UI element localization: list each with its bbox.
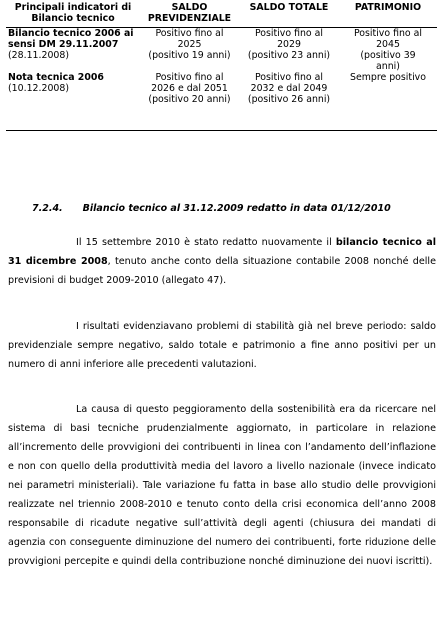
cell-saldo-previdenziale: Positivo fino al 2026 e dal 2051 (positivo 20 anni) — [148, 72, 231, 105]
p1-text-a: Il 15 settembre 2010 è stato redatto nuovamente il — [76, 237, 336, 248]
section-heading — [32, 203, 391, 214]
header-saldo-previdenziale: SALDO PREVIDENZIALE — [140, 2, 239, 28]
p1-bold: bilancio tecnico al 31 dicembre 2008 — [8, 237, 436, 267]
p3-text: La causa di questo peggioramento della sostenibilità era da ricercare nel sistema di basi tecniche prudenzialmente aggiornato, in particolare in relazione all’incremento delle provvigioni dei contribuenti in linea con l’andamento dell’inflazione e non con quello della produttività media del lavoro a livello nazionale (invece indicato nei parametri ministeriali). Tale variazione fu fatta in base allo studio delle provvigioni realizzate nel triennio 2008-2010 e tenuto conto della crisi economica dell’anno 2008 responsabile di ricadute negative sull’attività degli agenti (chiusura dei mandati di agenzia con conseguente diminuzione del numero dei contribuenti, forte riduzione delle provvigioni percepite e quindi della contribuzione nonché diminuzione dei nuovi iscritti). — [8, 404, 436, 567]
table-bottom-rule — [6, 130, 437, 131]
section-number: 7.2.4. — [32, 203, 63, 214]
cell-patrimonio: Positivo fino al 2045 (positivo 39 anni) — [353, 28, 422, 72]
table-row — [6, 72, 437, 105]
row-date: (10.12.2008) — [8, 83, 69, 94]
cell-saldo-previdenziale: Positivo fino al 2025 (positivo 19 anni) — [148, 28, 231, 61]
cell-saldo-totale: Positivo fino al 2032 e dal 2049 (positivo 26 anni) — [247, 72, 331, 105]
p2-text: I risultati evidenziavano problemi di stabilità già nel breve periodo: saldo previdenziale sempre negativo, saldo totale e patrimonio a fine anno positivi per un numero di anni inferiore alle precedenti valutazioni. — [8, 321, 436, 370]
table-row — [6, 28, 437, 73]
cell-patrimonio: Sempre positivo — [350, 72, 426, 83]
header-patrimonio: PATRIMONIO — [339, 2, 437, 28]
paragraph-3 — [8, 400, 436, 571]
row-date: (28.11.2008) — [8, 50, 69, 61]
row-title: Bilancio tecnico 2006 ai sensi DM 29.11.2007 — [8, 28, 134, 50]
row-label — [6, 28, 140, 73]
indicators-table — [6, 2, 437, 105]
p1-text-b: , tenuto anche conto della situazione contabile 2008 nonché delle previsioni di budget 2009-2010 (allegato 47). — [8, 256, 436, 286]
row-title: Nota tecnica 2006 — [8, 72, 104, 83]
table-header-row — [6, 2, 437, 28]
paragraph-2 — [8, 317, 436, 374]
paragraph-1 — [8, 233, 436, 290]
cell-saldo-totale: Positivo fino al 2029 (positivo 23 anni) — [247, 28, 331, 61]
row-label — [6, 72, 140, 105]
header-indicatori: Principali indicatori di Bilancio tecnico — [6, 2, 140, 28]
header-saldo-totale: SALDO TOTALE — [239, 2, 339, 28]
section-title: Bilancio tecnico al 31.12.2009 redatto in data 01/12/2010 — [82, 203, 391, 214]
